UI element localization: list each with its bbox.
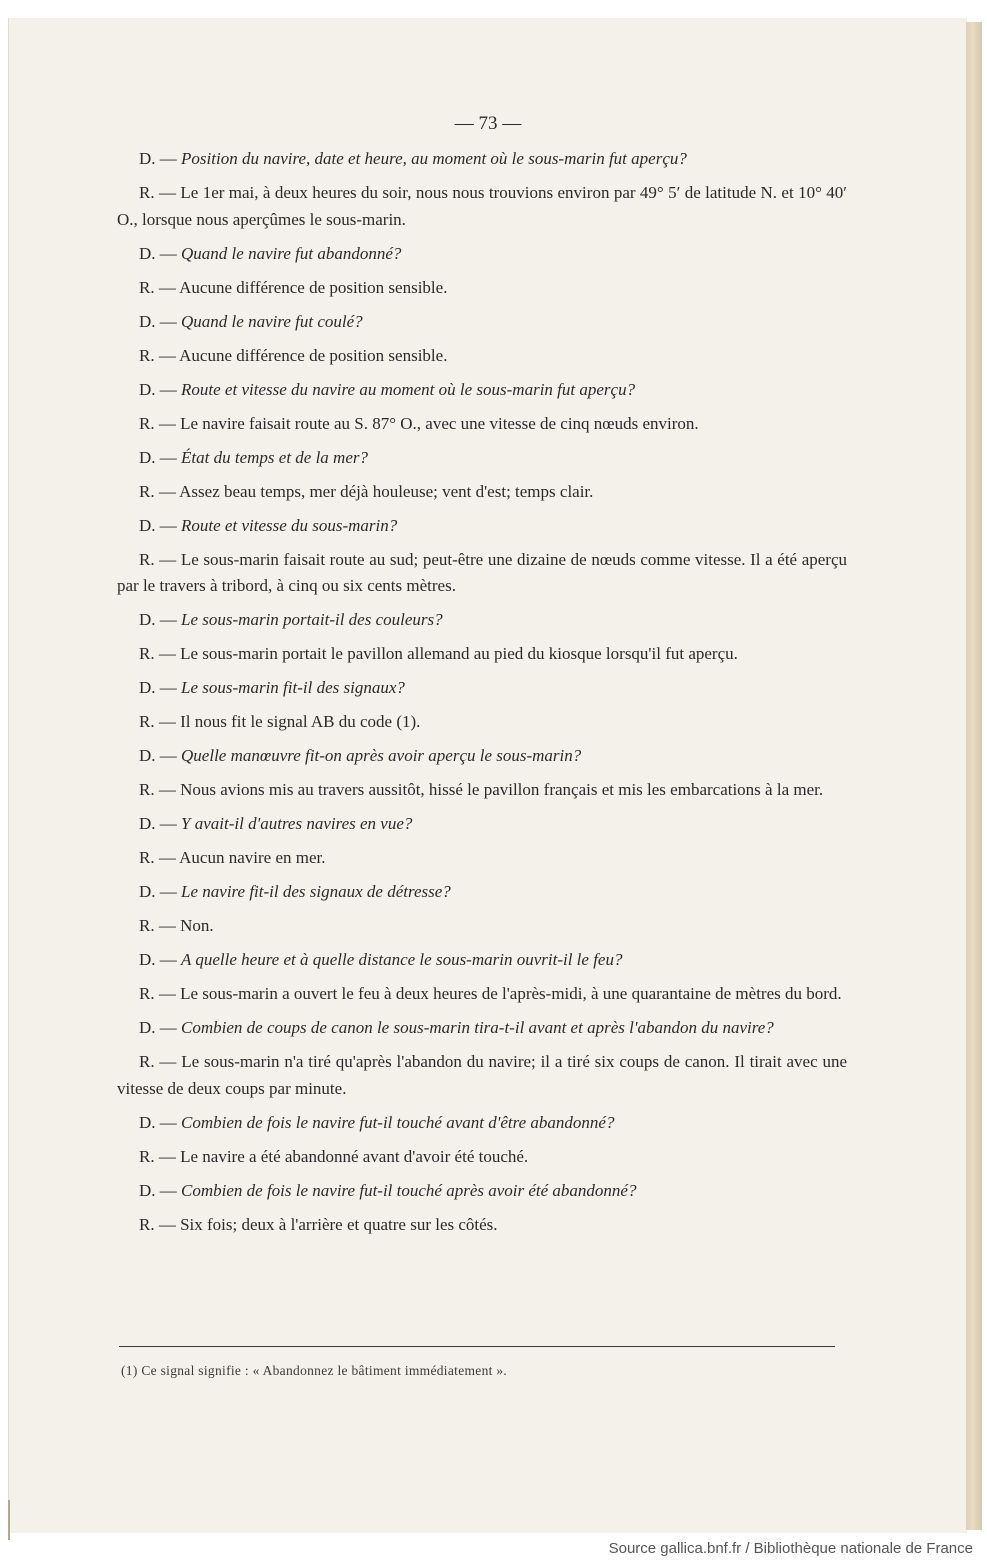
- entry-text: Aucun navire en mer.: [179, 848, 326, 867]
- entry-label: R. —: [139, 712, 176, 731]
- scan-artifact: [8, 1500, 10, 1540]
- entry-text: Assez beau temps, mer déjà houleuse; vent d'est; temps clair.: [179, 481, 594, 501]
- entry-text: Quand le navire fut coulé?: [181, 311, 363, 331]
- entry-text: Aucune différence de position sensible.: [179, 345, 448, 365]
- question-entry: [117, 1110, 847, 1137]
- entry-text: Le sous-marin fit-il des signaux?: [181, 678, 405, 697]
- entry-label: D. —: [139, 243, 177, 263]
- entry-label: D. —: [139, 149, 177, 168]
- entry-text: Nous avions mis au travers aussitôt, hissé le pavillon français et mis les embarcations à la mer.: [180, 780, 824, 799]
- footnote-divider: [119, 1346, 835, 1347]
- entry-text: Le navire faisait route au S. 87° O., avec une vitesse de cinq nœuds environ.: [180, 413, 699, 433]
- entry-text: Il nous fit le signal AB du code (1).: [180, 712, 421, 731]
- entry-label: D. —: [139, 678, 177, 697]
- entry-label: D. —: [139, 882, 177, 901]
- entry-label: R. —: [139, 345, 176, 365]
- entry-text: Non.: [180, 916, 214, 935]
- entry-text: Combien de fois le navire fut-il touché après avoir été abandonné?: [181, 1180, 637, 1200]
- question-entry: [117, 607, 847, 634]
- answer-entry: [117, 981, 847, 1008]
- entry-label: R. —: [139, 848, 176, 867]
- entry-text: Quand le navire fut abandonné?: [181, 243, 402, 263]
- answer-entry: [117, 913, 847, 940]
- entry-label: D. —: [139, 1180, 177, 1200]
- answer-entry: [117, 845, 847, 872]
- answer-entry: [117, 411, 847, 438]
- question-entry: [117, 743, 847, 770]
- answer-entry: [117, 641, 847, 668]
- question-entry: [117, 1178, 847, 1205]
- question-entry: [117, 879, 847, 906]
- answer-entry: [117, 777, 847, 804]
- question-entry: [117, 241, 847, 268]
- question-entry: [117, 513, 847, 540]
- entry-label: D. —: [139, 311, 177, 331]
- entry-label: R. —: [139, 549, 177, 569]
- page-edge: [966, 22, 982, 1530]
- entry-text: A quelle heure et à quelle distance le sous-marin ouvrit-il le feu?: [181, 950, 623, 969]
- entry-text: Le sous-marin a ouvert le feu à deux heures de l'après-midi, à une quarantaine de mètres du bord.: [180, 984, 842, 1003]
- answer-entry: [117, 1144, 847, 1171]
- entry-text: Le sous-marin n'a tiré qu'après l'abandon du navire; il a tiré six coups de canon. Il tirait avec une vitesse de deux coups par minute.: [117, 1052, 847, 1098]
- question-entry: [117, 675, 847, 702]
- question-entry: [117, 1015, 847, 1042]
- entry-label: D. —: [139, 379, 177, 399]
- entry-text: Combien de coups de canon le sous-marin tira-t-il avant et après l'abandon du navire?: [181, 1018, 774, 1037]
- entry-label: R. —: [139, 1146, 176, 1166]
- entry-label: R. —: [139, 1214, 176, 1234]
- entry-label: R. —: [139, 481, 176, 501]
- entry-label: D. —: [139, 1112, 177, 1132]
- entry-text: Le sous-marin portait-il des couleurs?: [181, 610, 443, 629]
- answer-entry: [117, 479, 847, 506]
- entry-text: Le 1er mai, à deux heures du soir, nous nous trouvions environ par 49° 5′ de latitude N. et 10° 40′ O., lorsque nous aperçûmes le sous-marin.: [117, 183, 847, 229]
- answer-entry: [117, 1212, 847, 1239]
- entry-text: État du temps et de la mer?: [181, 447, 368, 467]
- entry-text: Position du navire, date et heure, au moment où le sous-marin fut aperçu?: [181, 149, 687, 168]
- entry-text: Combien de fois le navire fut-il touché avant d'être abandonné?: [181, 1112, 615, 1132]
- entry-text: Six fois; deux à l'arrière et quatre sur les côtés.: [180, 1214, 498, 1234]
- question-entry: [117, 309, 847, 336]
- question-entry: [117, 811, 847, 838]
- entry-label: D. —: [139, 950, 177, 969]
- question-entry: [117, 947, 847, 974]
- scanned-page: [8, 18, 967, 1533]
- entry-text: Route et vitesse du navire au moment où le sous-marin fut aperçu?: [181, 379, 636, 399]
- entry-label: R. —: [139, 413, 176, 433]
- entry-label: D. —: [139, 1018, 177, 1037]
- entry-text: Le navire a été abandonné avant d'avoir été touché.: [180, 1146, 529, 1166]
- answer-entry: [117, 275, 847, 302]
- entry-label: R. —: [139, 984, 176, 1003]
- entry-label: R. —: [139, 183, 176, 202]
- question-entry: [117, 377, 847, 404]
- footnote: (1) Ce signal signifie : « Abandonnez le bâtiment immédiatement ».: [121, 1363, 508, 1378]
- answer-entry: [117, 547, 847, 600]
- interrogation-text: [117, 146, 847, 1246]
- entry-label: R. —: [139, 644, 176, 663]
- entry-label: D. —: [139, 746, 177, 765]
- entry-label: R. —: [139, 1052, 177, 1071]
- answer-entry: [117, 180, 847, 233]
- page-number: — 73 —: [454, 113, 522, 134]
- entry-text: Le sous-marin faisait route au sud; peut-être une dizaine de nœuds comme vitesse. Il a été aperçu par le travers à tribord, à cinq ou six cents mètres.: [117, 549, 847, 595]
- entry-text: Route et vitesse du sous-marin?: [181, 515, 398, 535]
- source-credit: Source gallica.bnf.fr / Bibliothèque nationale de France: [608, 1540, 973, 1557]
- entry-text: Aucune différence de position sensible.: [179, 277, 448, 297]
- question-entry: [117, 445, 847, 472]
- entry-label: R. —: [139, 916, 176, 935]
- entry-text: Quelle manœuvre fit-on après avoir aperçu le sous-marin?: [181, 746, 582, 765]
- entry-label: D. —: [139, 515, 177, 535]
- entry-text: Le sous-marin portait le pavillon allemand au pied du kiosque lorsqu'il fut aperçu.: [180, 644, 738, 663]
- entry-label: D. —: [139, 814, 177, 833]
- entry-label: D. —: [139, 610, 177, 629]
- entry-label: R. —: [139, 277, 176, 297]
- entry-text: Le navire fit-il des signaux de détresse?: [181, 882, 451, 901]
- answer-entry: [117, 709, 847, 736]
- entry-label: D. —: [139, 447, 177, 467]
- entry-text: Y avait-il d'autres navires en vue?: [181, 814, 413, 833]
- entry-label: R. —: [139, 780, 176, 799]
- question-entry: [117, 146, 847, 173]
- answer-entry: [117, 1049, 847, 1102]
- answer-entry: [117, 343, 847, 370]
